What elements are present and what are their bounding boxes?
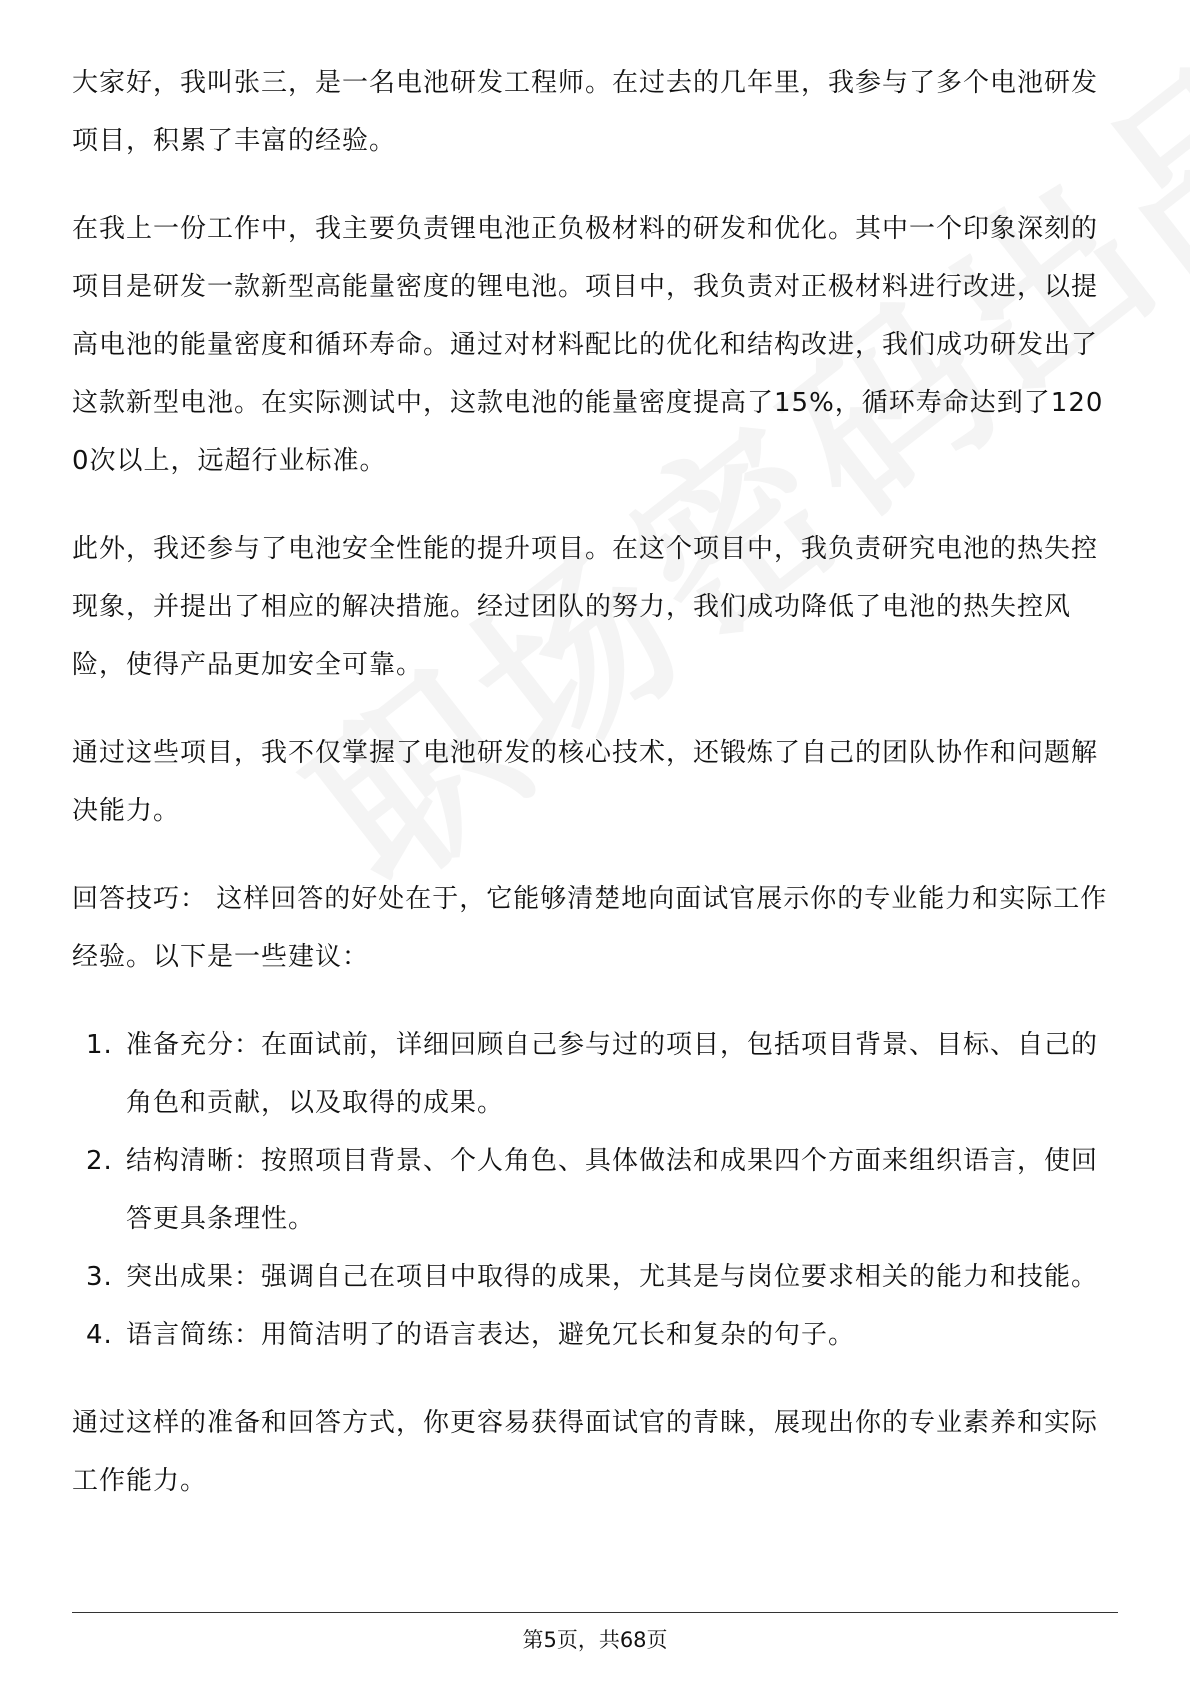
list-number: 2. (86, 1146, 113, 1176)
list-item-text: 语言简练：用简洁明了的语言表达，避免冗长和复杂的句子。 (126, 1320, 856, 1350)
list-number: 1. (86, 1030, 113, 1060)
paragraph-closing: 通过这样的准备和回答方式，你更容易获得面试官的青睐，展现出你的专业素养和实际工作能力。 (72, 1408, 1099, 1496)
list-item-text: 准备充分：在面试前，详细回顾自己参与过的项目，包括项目背景、目标、自己的角色和贡献，以及取得的成果。 (126, 1030, 1099, 1118)
paragraph-project-one: 在我上一份工作中，我主要负责锂电池正负极材料的研发和优化。其中一个印象深刻的项目是研发一款新型高能量密度的锂电池。项目中，我负责对正极材料进行改进，以提高电池的能量密度和循环寿命。通过对材料配比的优化和结构改进，我们成功研发出了这款新型电池。在实际测试中，这款电池的能量密度提高了15%，循环寿命达到了1200次以上，远超行业标准。 (72, 214, 1104, 476)
list-item (72, 1248, 1118, 1306)
page-number: 第5页，共68页 (522, 1628, 668, 1652)
paragraph-summary: 通过这些项目，我不仅掌握了电池研发的核心技术，还锻炼了自己的团队协作和问题解决能力。 (72, 738, 1099, 826)
tips-list (72, 1016, 1118, 1364)
paragraph-project-two: 此外，我还参与了电池安全性能的提升项目。在这个项目中，我负责研究电池的热失控现象，并提出了相应的解决措施。经过团队的努力，我们成功降低了电池的热失控风险，使得产品更加安全可靠。 (72, 534, 1099, 680)
list-item (72, 1016, 1118, 1132)
list-item (72, 1132, 1118, 1248)
document-body (72, 54, 1118, 1540)
list-number: 4. (86, 1320, 113, 1350)
list-item-text: 结构清晰：按照项目背景、个人角色、具体做法和成果四个方面来组织语言，使回答更具条理性。 (126, 1146, 1099, 1234)
paragraph-intro: 大家好，我叫张三，是一名电池研发工程师。在过去的几年里，我参与了多个电池研发项目，积累了丰富的经验。 (72, 68, 1099, 156)
list-item-text: 突出成果：强调自己在项目中取得的成果，尤其是与岗位要求相关的能力和技能。 (126, 1262, 1099, 1292)
list-item (72, 1306, 1118, 1364)
paragraph-tips-intro: 回答技巧： 这样回答的好处在于，它能够清楚地向面试官展示你的专业能力和实际工作经验。以下是一些建议： (72, 884, 1108, 972)
list-number: 3. (86, 1262, 113, 1292)
footer-divider (72, 1612, 1118, 1613)
